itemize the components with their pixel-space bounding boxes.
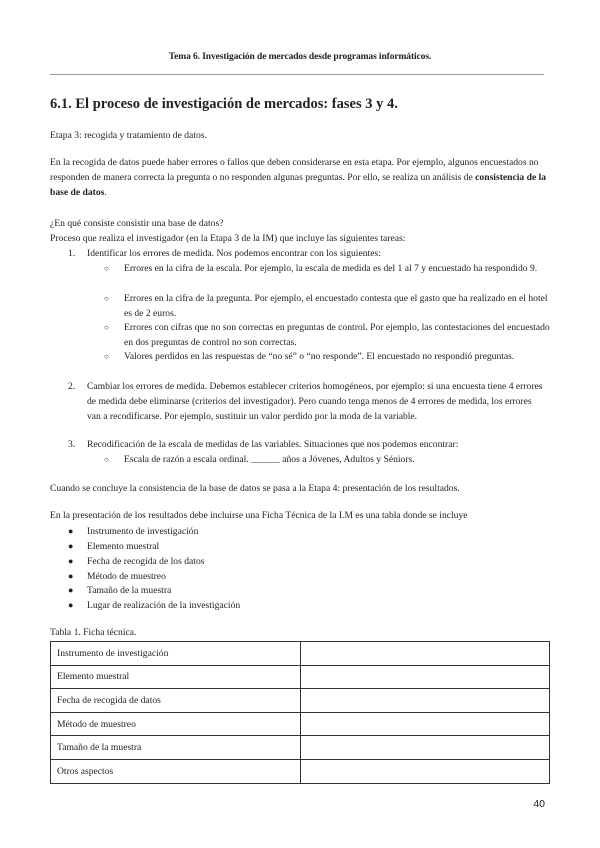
paragraph-errors-text: En la recogida de datos puede haber errores o fallos que deben considerarse en esta etapa. Por ejemplo, algunos encuestados no responden de manera correcta la pregunta o no responden algunas preguntas. Por ello, se realiza un análisis de	[50, 157, 539, 183]
task-1-text: Identificar los errores de medida. Nos podemos encontrar con los siguientes:	[87, 248, 381, 259]
task-1-bullet-3-text: Errores con cifras que no son correctas en preguntas de control. Por ejemplo, las contestaciones del encuestado en dos preguntas de control no son correctas.	[124, 322, 550, 348]
table-value-cell	[301, 689, 550, 713]
task-1-bullet-4-text: Valores perdidos en las respuestas de “no sé” o “no responde”. El encuestado no respondió preguntas.	[124, 351, 515, 362]
table-row	[51, 736, 550, 760]
task-1-bullet-1-text: Errores en la cifra de la escala. Por ejemplo, la escala de medida es del 1 al 7 y encuestado ha respondido 9.	[124, 263, 538, 274]
bullet-icon: ●	[68, 571, 74, 581]
hollow-bullet-icon: ○	[104, 455, 109, 464]
task-3-bullet-1-text: Escala de razón a escala ordinal. ______ años a Jóvenes, Adultos y Séniors.	[124, 454, 415, 465]
bullet-icon: ●	[68, 541, 74, 551]
stage3-line: Etapa 3: recogida y tratamiento de datos.	[50, 130, 207, 141]
task-3-text: Recodificación de la escala de medidas de las variables. Situaciones que nos podemos encontrar:	[87, 439, 459, 450]
hollow-bullet-icon: ○	[104, 323, 109, 332]
bullet-icon: ●	[68, 526, 74, 536]
task-2-text: Cambiar los errores de medida. Debemos establecer criterios homogéneos, por ejemplo: si una encuesta tiene 4 errores de medida debe eliminarse (criterios del investigador). Pero cuando tenga menos de 4 errores de medida, los errores van a recodificarse. Por ejemplo, sustituir un valor perdido por la moda de la variable.	[87, 381, 543, 422]
table-label-cell: Fecha de recogida de datos	[51, 689, 301, 713]
table-label-cell: Instrumento de investigación	[51, 642, 301, 666]
ficha-item-text: Fecha de recogida de los datos	[87, 556, 205, 567]
table-label-cell: Otros aspectos	[51, 759, 301, 783]
task-2-number: 2.	[68, 381, 76, 392]
table-row	[51, 712, 550, 736]
table-row	[51, 665, 550, 689]
question-line: ¿En qué consiste consistir una base de datos?	[50, 218, 224, 229]
section-title: 6.1. El proceso de investigación de mercados: fases 3 y 4.	[50, 96, 398, 112]
table-row	[51, 759, 550, 783]
bullet-icon: ●	[68, 600, 74, 610]
table-label-cell: Método de muestreo	[51, 712, 301, 736]
bullet-icon: ●	[68, 585, 74, 595]
table-value-cell	[301, 642, 550, 666]
table-value-cell	[301, 665, 550, 689]
presentation-line: En la presentación de los resultados debe incluirse una Ficha Técnica de la I.M es una tabla donde se incluye	[50, 510, 468, 521]
ficha-tecnica-table	[50, 641, 550, 784]
page-number: 40	[533, 798, 545, 810]
task-1-number: 1.	[68, 248, 76, 259]
paragraph-errors-bold: consistencia de la base de datos	[50, 172, 547, 198]
ficha-item-text: Lugar de realización de la investigación	[87, 600, 241, 611]
process-line: Proceso que realiza el investigador (en la Etapa 3 de la IM) que incluye las siguientes tareas:	[50, 233, 406, 244]
hollow-bullet-icon: ○	[104, 352, 109, 361]
paragraph-errors	[50, 155, 550, 200]
ficha-item-text: Método de muestreo	[87, 571, 166, 582]
running-header: Tema 6. Investigación de mercados desde programas informáticos.	[168, 52, 432, 62]
table-label-cell: Tamaño de la muestra	[51, 736, 301, 760]
table-value-cell	[301, 712, 550, 736]
table-caption: Tabla 1. Ficha técnica.	[50, 627, 137, 638]
table-row	[51, 642, 550, 666]
conclusion-line: Cuando se concluye la consistencia de la base de datos se pasa a la Etapa 4: presentación de los resultados.	[50, 483, 460, 494]
ficha-item-text: Tamaño de la muestra	[87, 585, 172, 596]
table-row	[51, 689, 550, 713]
table-value-cell	[301, 759, 550, 783]
task-3-number: 3.	[68, 439, 76, 450]
ficha-item-text: Elemento muestral	[87, 541, 160, 552]
paragraph-errors-end: .	[104, 187, 107, 198]
table-value-cell	[301, 736, 550, 760]
ficha-item-text: Instrumento de investigación	[87, 526, 199, 537]
hollow-bullet-icon: ○	[104, 294, 109, 303]
hollow-bullet-icon: ○	[104, 264, 109, 273]
header-divider	[50, 74, 544, 75]
table-label-cell: Elemento muestral	[51, 665, 301, 689]
bullet-icon: ●	[68, 556, 74, 566]
task-1-bullet-2-text: Errores en la cifra de la pregunta. Por ejemplo, el encuestado contesta que el gasto que ha realizado en el hotel es de 2 euros.	[124, 293, 548, 319]
